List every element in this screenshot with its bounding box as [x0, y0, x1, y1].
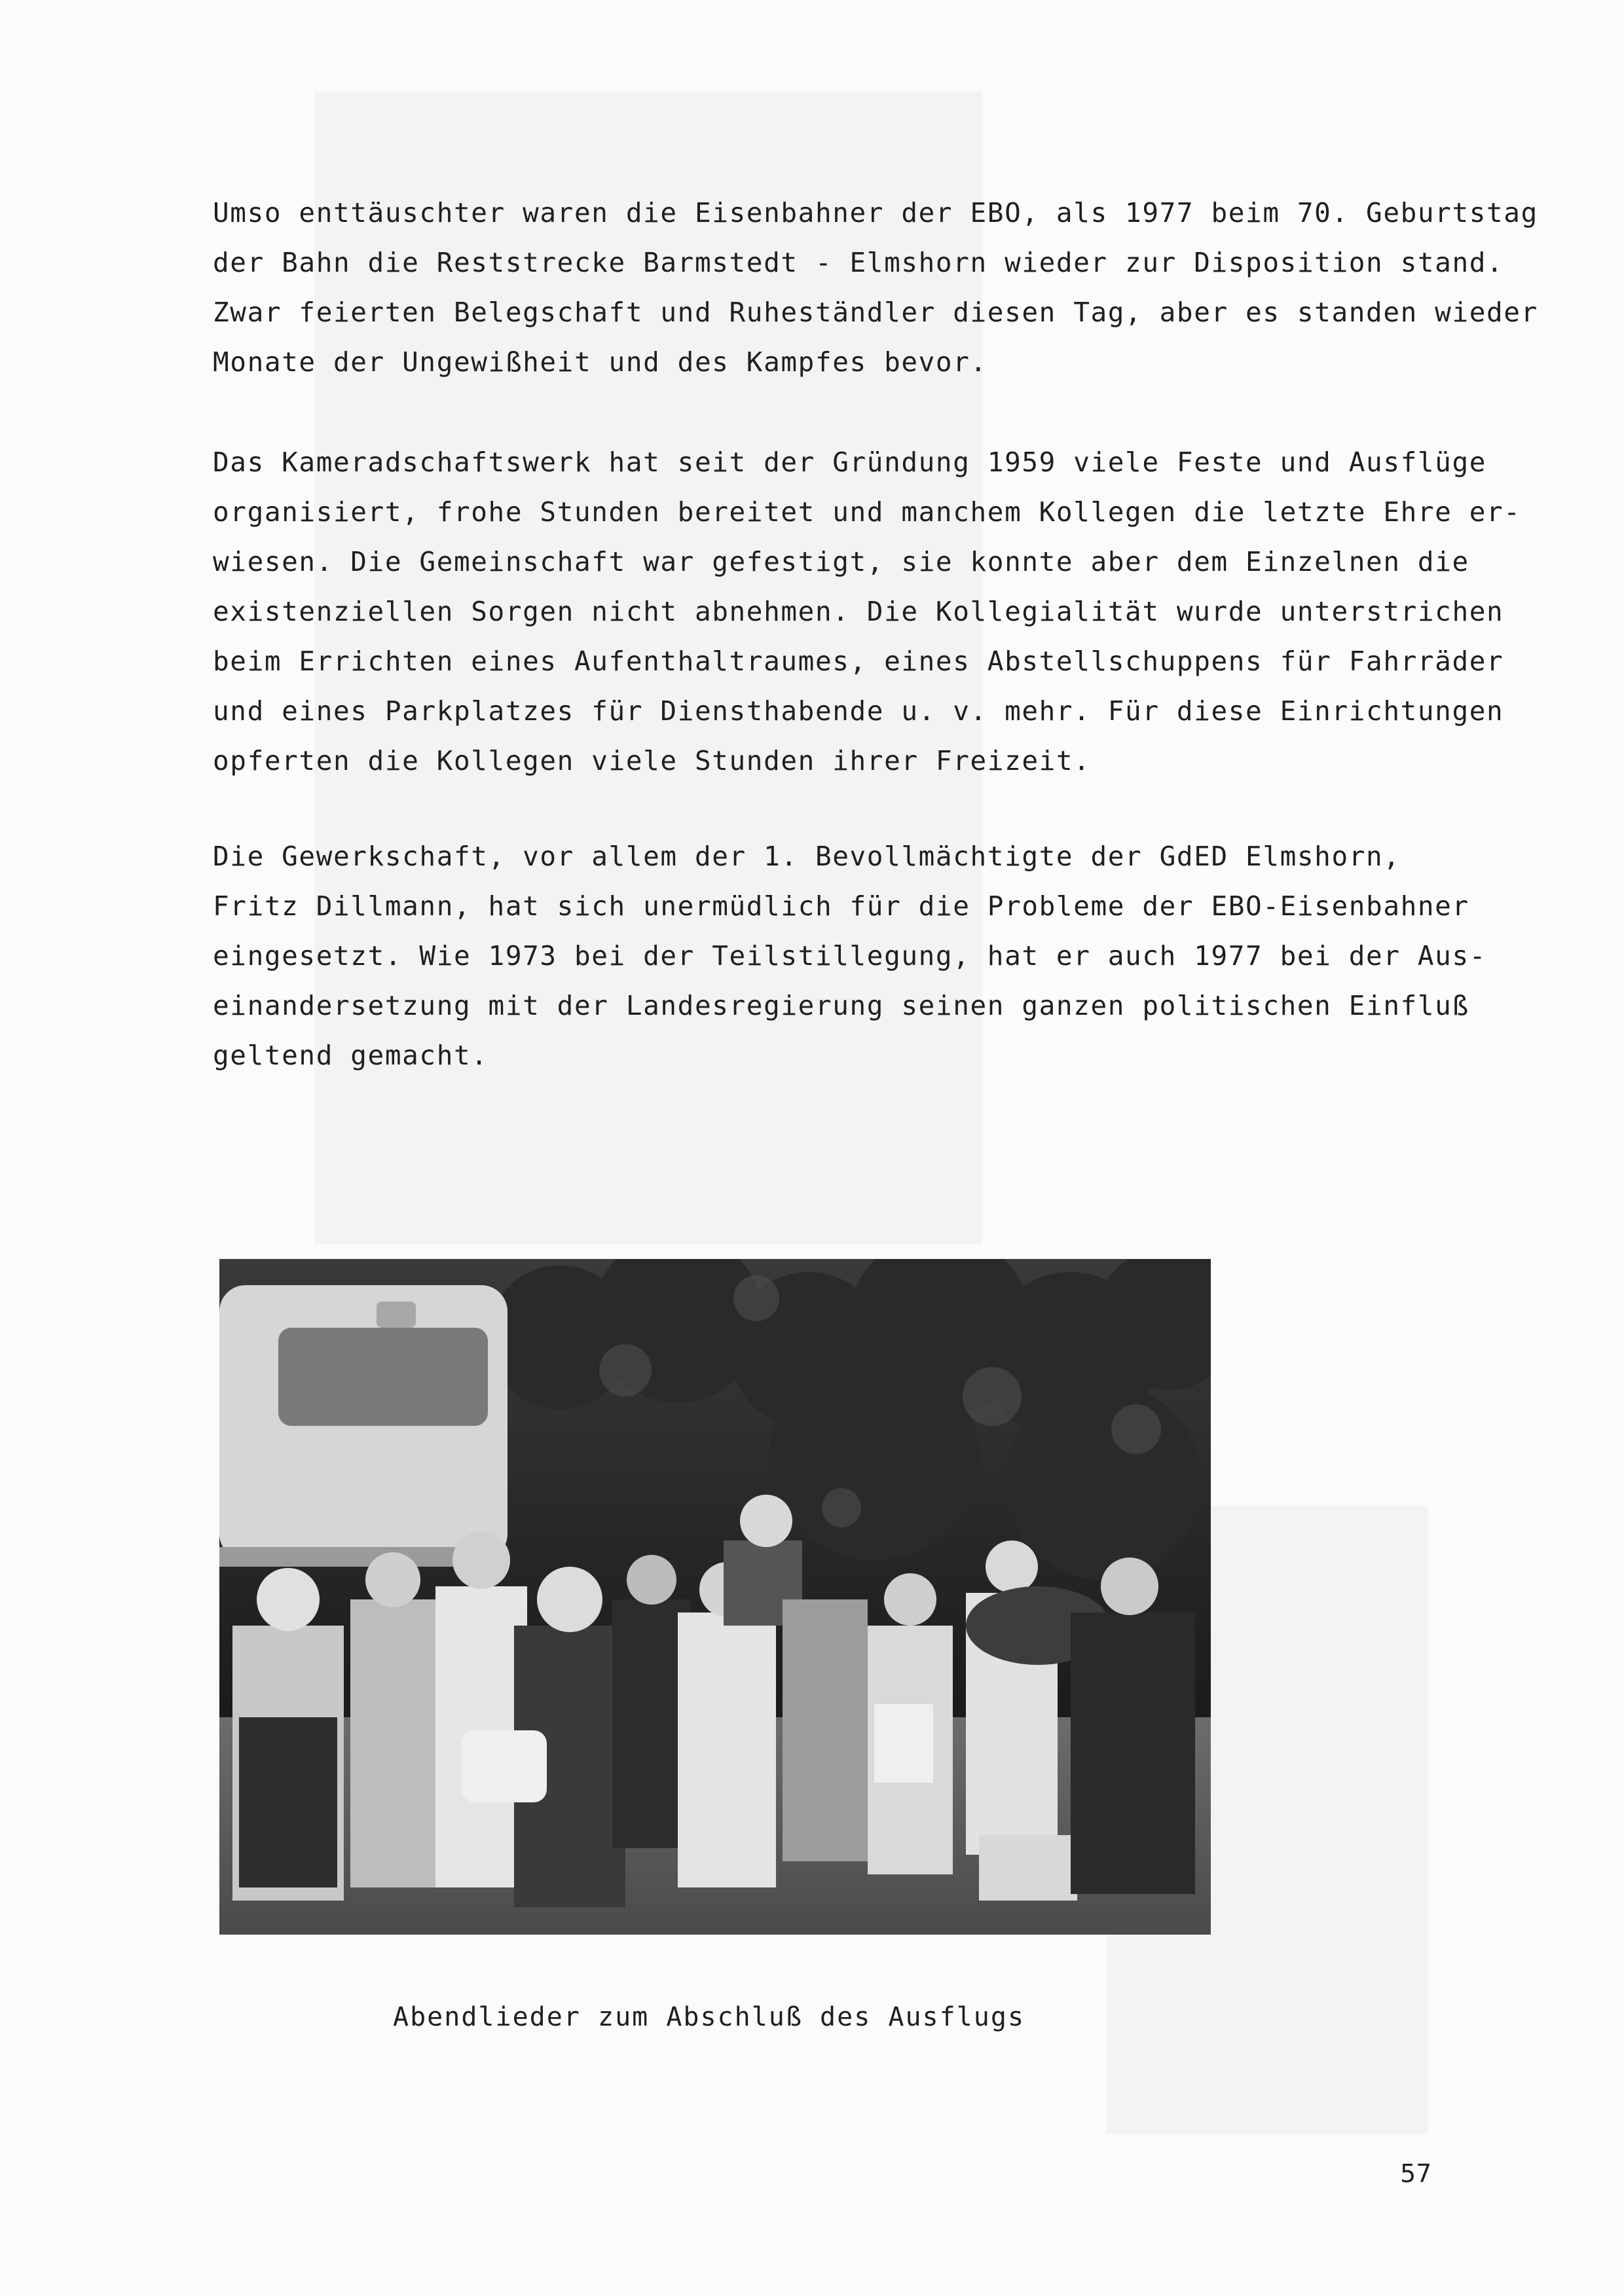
text-line: Die Gewerkschaft, vor allem der 1. Bevollmächtigte der GdED Elmshorn, [213, 841, 1401, 872]
text-line: existenziellen Sorgen nicht abnehmen. Die Kollegialität wurde unterstrichen [213, 596, 1504, 627]
paragraph-1 [213, 188, 1538, 387]
paragraph-2 [213, 437, 1521, 786]
page-number: 57 [1400, 2159, 1432, 2188]
photo-bus [219, 1285, 507, 1567]
text-line: Das Kameradschaftswerk hat seit der Gründung 1959 viele Feste und Ausflüge [213, 446, 1487, 478]
text-line: opferten die Kollegen viele Stunden ihrer Freizeit. [213, 745, 1091, 776]
photo-caption: Abendlieder zum Abschluß des Ausflugs [393, 2002, 1025, 2032]
text-line: organisiert, frohe Stunden bereitet und manchem Kollegen die letzte Ehre er- [213, 496, 1521, 528]
text-line: Fritz Dillmann, hat sich unermüdlich für die Probleme der EBO-Eisenbahner [213, 890, 1469, 922]
text-line: wiesen. Die Gemeinschaft war gefestigt, sie konnte aber dem Einzelnen die [213, 546, 1469, 577]
text-line: eingesetzt. Wie 1973 bei der Teilstillegung, hat er auch 1977 bei der Aus- [213, 940, 1487, 972]
text-line: geltend gemacht. [213, 1040, 489, 1071]
text-line: Umso enttäuschter waren die Eisenbahner der EBO, als 1977 beim 70. Geburtstag [213, 197, 1538, 228]
text-line: beim Errichten eines Aufenthaltraumes, eines Abstellschuppens für Fahrräder [213, 646, 1504, 677]
text-line: Monate der Ungewißheit und des Kampfes bevor. [213, 346, 987, 378]
paragraph-3 [213, 831, 1487, 1080]
text-line: Zwar feierten Belegschaft und Ruheständler diesen Tag, aber es standen wieder [213, 297, 1538, 328]
text-line: der Bahn die Reststrecke Barmstedt - Elmshorn wieder zur Disposition stand. [213, 247, 1504, 278]
text-line: einandersetzung mit der Landesregierung seinen ganzen politischen Einfluß [213, 990, 1469, 1021]
text-line: und eines Parkplatzes für Diensthabende u. v. mehr. Für diese Einrichtungen [213, 695, 1504, 727]
group-photo [219, 1259, 1211, 1935]
